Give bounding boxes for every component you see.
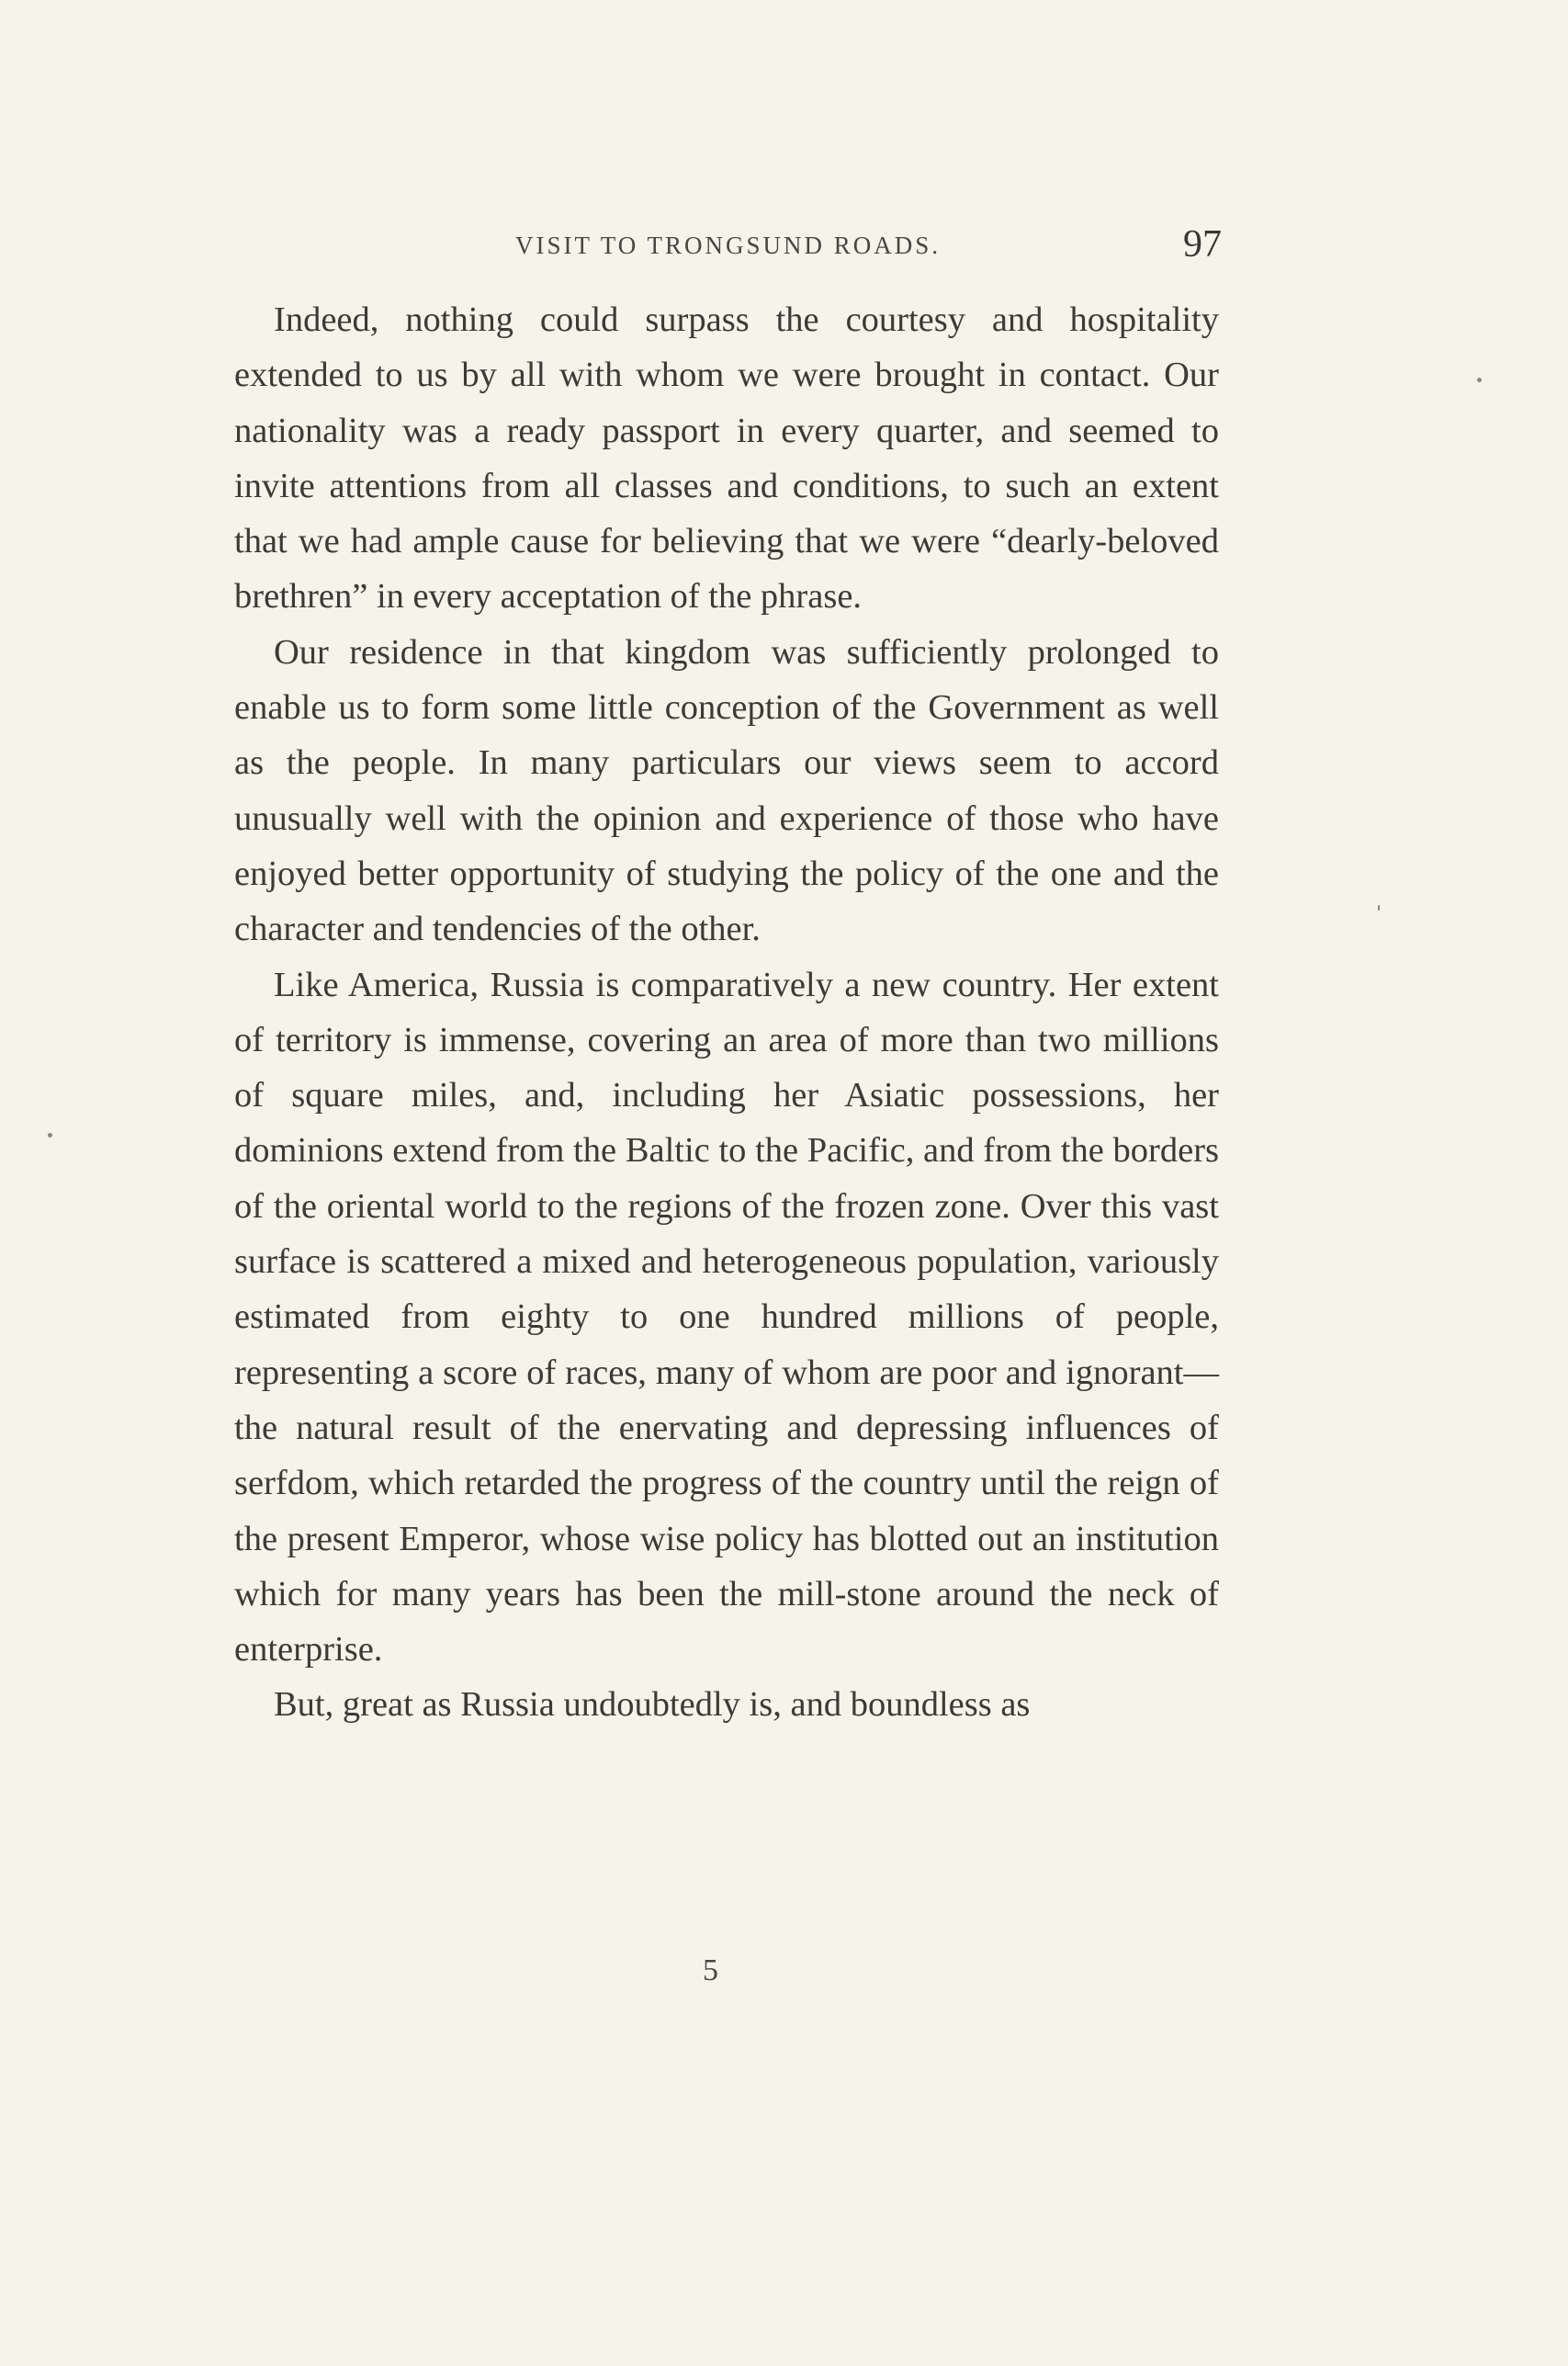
running-head: VISIT TO TRONGSUND ROADS.: [514, 232, 942, 259]
paragraph: Like America, Russia is comparatively a new country. Her extent of territory is immense, covering an area of more than two millions of square miles, and, including her Asiatic possessions, her dominions extend from the Baltic to the Pacific, and from the borders of the oriental world to the regions of the frozen zone. Over this vast surface is scattered a mixed and heterogeneous population, variously estimated from eighty to one hundred millions of people, representing a score of races, many of whom are poor and ignorant—the natural result of the enervating and depressing influences of serfdom, which retarded the progress of the country until the reign of the present Emperor, whose wise policy has blotted out an institution which for many years has been the mill-stone around the neck of enterprise.: [234, 965, 1219, 1670]
paragraph: But, great as Russia undoubtedly is, and boundless as: [274, 1685, 1031, 1725]
page-header: [234, 223, 1222, 274]
paragraph: Our residence in that kingdom was sufficiently prolonged to enable us to form some little conception of the Government as well as the people. In many particulars our views seem to accord unusually well with the opinion and experience of those who have enjoyed better opportunity of studying the policy of the one and the character and tendencies of the other.: [234, 632, 1219, 949]
body-text: [234, 292, 1219, 1733]
signature-mark: 5: [703, 1953, 718, 1987]
page-number: 97: [1183, 223, 1222, 266]
paragraph: Indeed, nothing could surpass the courtesy and hospitality extended to us by all with whom we were brought in contact. Our nationality was a ready passport in every quarter, and seemed to invite attentions from all classes and conditions, to such an extent that we had ample cause for believing that we were “dearly-beloved brethren” in every acceptation of the phrase.: [234, 300, 1219, 617]
paper-speck: [48, 1133, 52, 1138]
paper-speck: [1477, 378, 1482, 382]
paper-speck: [1378, 905, 1380, 911]
